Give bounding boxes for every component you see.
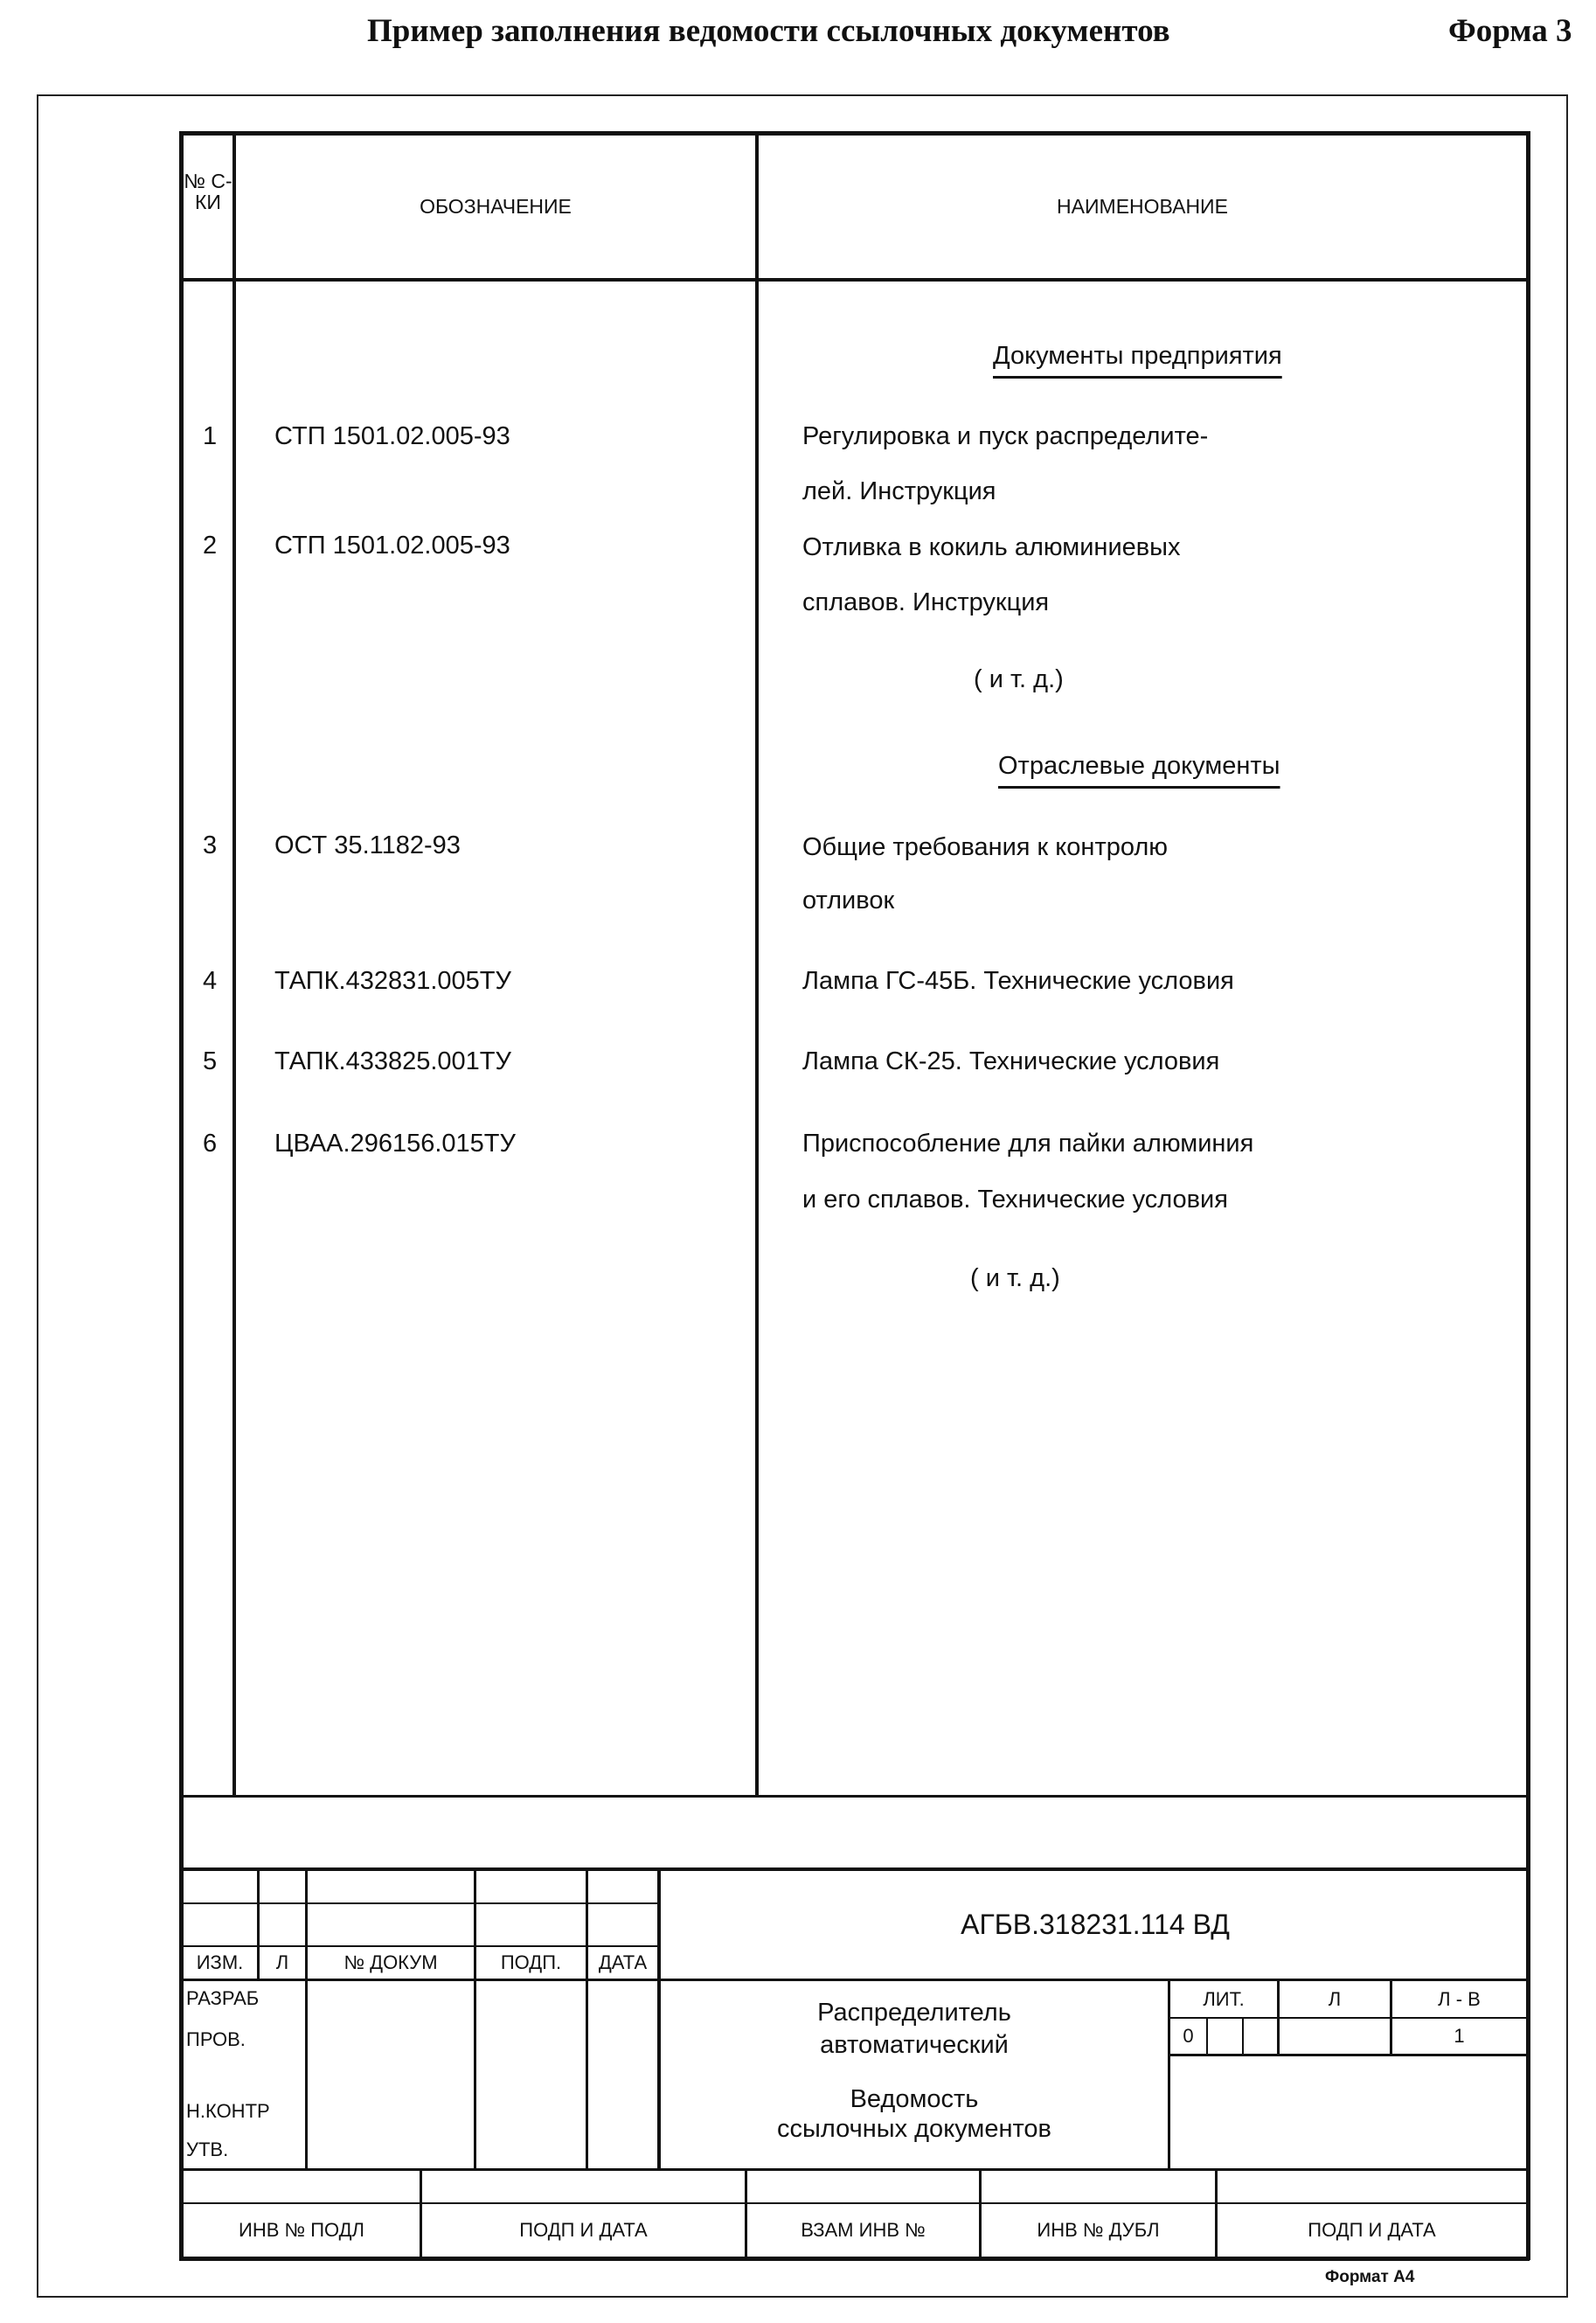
row-code: ТАПК.432831.005ТУ bbox=[274, 967, 511, 995]
doc-title-line2: ссылочных документов bbox=[777, 2115, 1051, 2144]
row-name-cont: лей. Инструкция bbox=[802, 477, 996, 505]
row-number: 6 bbox=[203, 1130, 218, 1158]
product-name-line2: автоматический bbox=[820, 2031, 1009, 2060]
label-nkontr: Н.КОНТР bbox=[186, 2100, 270, 2122]
sheets-value: 1 bbox=[1454, 2025, 1465, 2048]
doc-title-line1: Ведомость bbox=[850, 2085, 979, 2114]
row-number: 2 bbox=[203, 532, 218, 560]
label-vzam-inv: ВЗАМ ИНВ № bbox=[801, 2219, 926, 2242]
row-name-cont: и его сплавов. Технические условия bbox=[802, 1186, 1228, 1214]
row-name: Лампа ГС-45Б. Технические условия bbox=[802, 967, 1234, 995]
row-name-cont: сплавов. Инструкция bbox=[802, 588, 1050, 616]
label-razrab: РАЗРАБ bbox=[186, 1987, 260, 2009]
row-name-cont: отливок bbox=[802, 887, 895, 915]
label-inv-podl: ИНВ № ПОДЛ bbox=[239, 2219, 364, 2242]
header-designation: ОБОЗНАЧЕНИЕ bbox=[420, 195, 572, 219]
lit-value: 0 bbox=[1183, 2025, 1194, 2048]
row-number: 4 bbox=[203, 967, 218, 995]
label-podp-data-2: ПОДП И ДАТА bbox=[1308, 2219, 1436, 2242]
page-title: Пример заполнения ведомости ссылочных документов bbox=[367, 13, 1170, 49]
label-podp-data-1: ПОДП И ДАТА bbox=[519, 2219, 648, 2242]
format-label: Формат А4 bbox=[1325, 2268, 1415, 2286]
row-code: СТП 1501.02.005-93 bbox=[274, 532, 510, 560]
header-name: НАИМЕНОВАНИЕ bbox=[1057, 195, 1228, 219]
row-number: 3 bbox=[203, 831, 218, 859]
document-code: АГБВ.318231.114 ВД bbox=[961, 1909, 1230, 1941]
label-l: Л bbox=[275, 1951, 289, 1974]
label-doc-no: № ДОКУМ bbox=[343, 1951, 438, 1974]
row-code: ТАПК.433825.001ТУ bbox=[274, 1047, 511, 1075]
form-number: Форма 3 bbox=[1448, 13, 1572, 49]
row-number: 5 bbox=[203, 1047, 218, 1075]
row-code: ЦВАА.296156.015ТУ bbox=[274, 1130, 516, 1158]
label-prov: ПРОВ. bbox=[186, 2028, 246, 2050]
label-utv: УТВ. bbox=[186, 2139, 229, 2160]
label-inv-dubl: ИНВ № ДУБЛ bbox=[1037, 2219, 1160, 2242]
row-code: СТП 1501.02.005-93 bbox=[274, 422, 510, 450]
label-izm: ИЗМ. bbox=[196, 1951, 244, 1974]
label-date: ДАТА bbox=[598, 1951, 648, 1974]
row-name: Общие требования к контролю bbox=[802, 833, 1169, 861]
label-sheet: Л bbox=[1328, 1987, 1342, 2010]
row-name: Приспособление для пайки алюминия bbox=[802, 1130, 1254, 1158]
section-enterprise: Документы предприятия bbox=[993, 342, 1282, 370]
row-name: Регулировка и пуск распределите- bbox=[802, 422, 1209, 450]
etc-note: ( и т. д.) bbox=[970, 1264, 1060, 1292]
etc-note: ( и т. д.) bbox=[974, 665, 1064, 693]
row-code: ОСТ 35.1182-93 bbox=[274, 831, 461, 859]
label-sign: ПОДП. bbox=[500, 1951, 562, 1974]
row-number: 1 bbox=[203, 422, 218, 450]
label-sheets: Л - В bbox=[1438, 1987, 1481, 2010]
header-num: № С-КИ bbox=[184, 170, 232, 214]
product-name-line1: Распределитель bbox=[817, 1999, 1011, 2027]
label-lit: ЛИТ. bbox=[1203, 1987, 1245, 2010]
row-name: Лампа СК-25. Технические условия bbox=[802, 1047, 1220, 1075]
section-industry: Отраслевые документы bbox=[998, 752, 1280, 780]
row-name: Отливка в кокиль алюминиевых bbox=[802, 533, 1181, 561]
